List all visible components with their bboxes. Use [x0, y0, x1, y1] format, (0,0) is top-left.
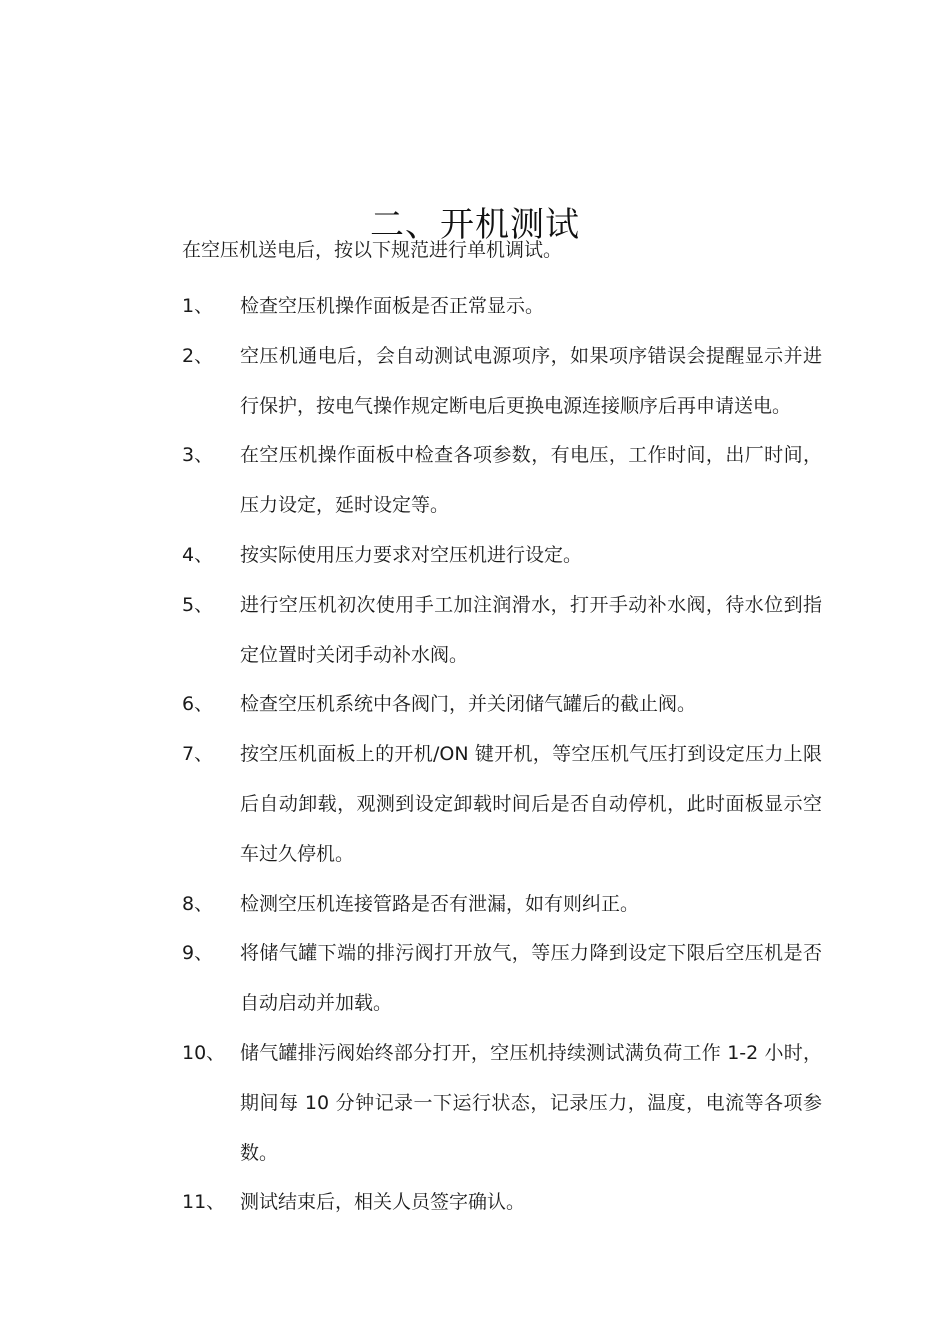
step-text: 按空压机面板上的开机/ON 键开机，等空压机气压打到设定压力上限后自动卸载，观测到设定卸载时间后是否自动停机，此时面板显示空车过久停机。	[240, 743, 822, 865]
step-item-3	[182, 431, 822, 531]
intro-paragraph: 在空压机送电后，按以下规范进行单机调试。	[182, 239, 563, 261]
step-text: 将储气罐下端的排污阀打开放气，等压力降到设定下限后空压机是否自动启动并加载。	[240, 942, 822, 1015]
step-item-7	[182, 730, 822, 879]
step-number: 8、	[182, 892, 214, 915]
step-number: 1、	[182, 295, 214, 317]
step-text: 检测空压机连接管路是否有泄漏，如有则纠正。	[240, 892, 640, 915]
step-number: 7、	[182, 743, 214, 766]
step-item-4	[182, 531, 822, 581]
steps-list	[182, 282, 822, 1228]
step-text: 空压机通电后，会自动测试电源项序，如果项序错误会提醒显示并进行保护，按电气操作规定断电后更换电源连接顺序后再申请送电。	[240, 344, 822, 417]
step-text: 储气罐排污阀始终部分打开，空压机持续测试满负荷工作 1-2 小时，期间每 10 分钟记录一下运行状态，记录压力，温度，电流等各项参数。	[240, 1041, 822, 1164]
step-number: 11、	[182, 1191, 226, 1214]
step-number: 4、	[182, 543, 214, 566]
step-number: 6、	[182, 693, 214, 716]
page-title: 二、开机测试	[370, 204, 580, 245]
step-number: 10、	[182, 1041, 226, 1064]
step-item-9	[182, 929, 822, 1029]
step-item-11	[182, 1178, 822, 1228]
step-item-8	[182, 880, 822, 930]
step-text: 在空压机操作面板中检查各项参数，有电压，工作时间，出厂时间，压力设定，延时设定等。	[240, 444, 822, 517]
step-text: 测试结束后，相关人员签字确认。	[240, 1191, 526, 1214]
step-number: 3、	[182, 444, 214, 467]
step-text: 按实际使用压力要求对空压机进行设定。	[240, 543, 583, 566]
step-text: 检查空压机系统中各阀门，并关闭储气罐后的截止阀。	[240, 693, 697, 716]
step-number: 5、	[182, 593, 214, 616]
step-text: 进行空压机初次使用手工加注润滑水，打开手动补水阀，待水位到指定位置时关闭手动补水阀。	[240, 593, 822, 666]
step-item-1	[182, 282, 822, 332]
step-text: 检查空压机操作面板是否正常显示。	[240, 295, 545, 317]
step-item-5	[182, 581, 822, 681]
step-number: 2、	[182, 344, 214, 367]
step-number: 9、	[182, 942, 214, 965]
step-item-10	[182, 1029, 822, 1178]
step-item-6	[182, 680, 822, 730]
step-item-2	[182, 332, 822, 432]
